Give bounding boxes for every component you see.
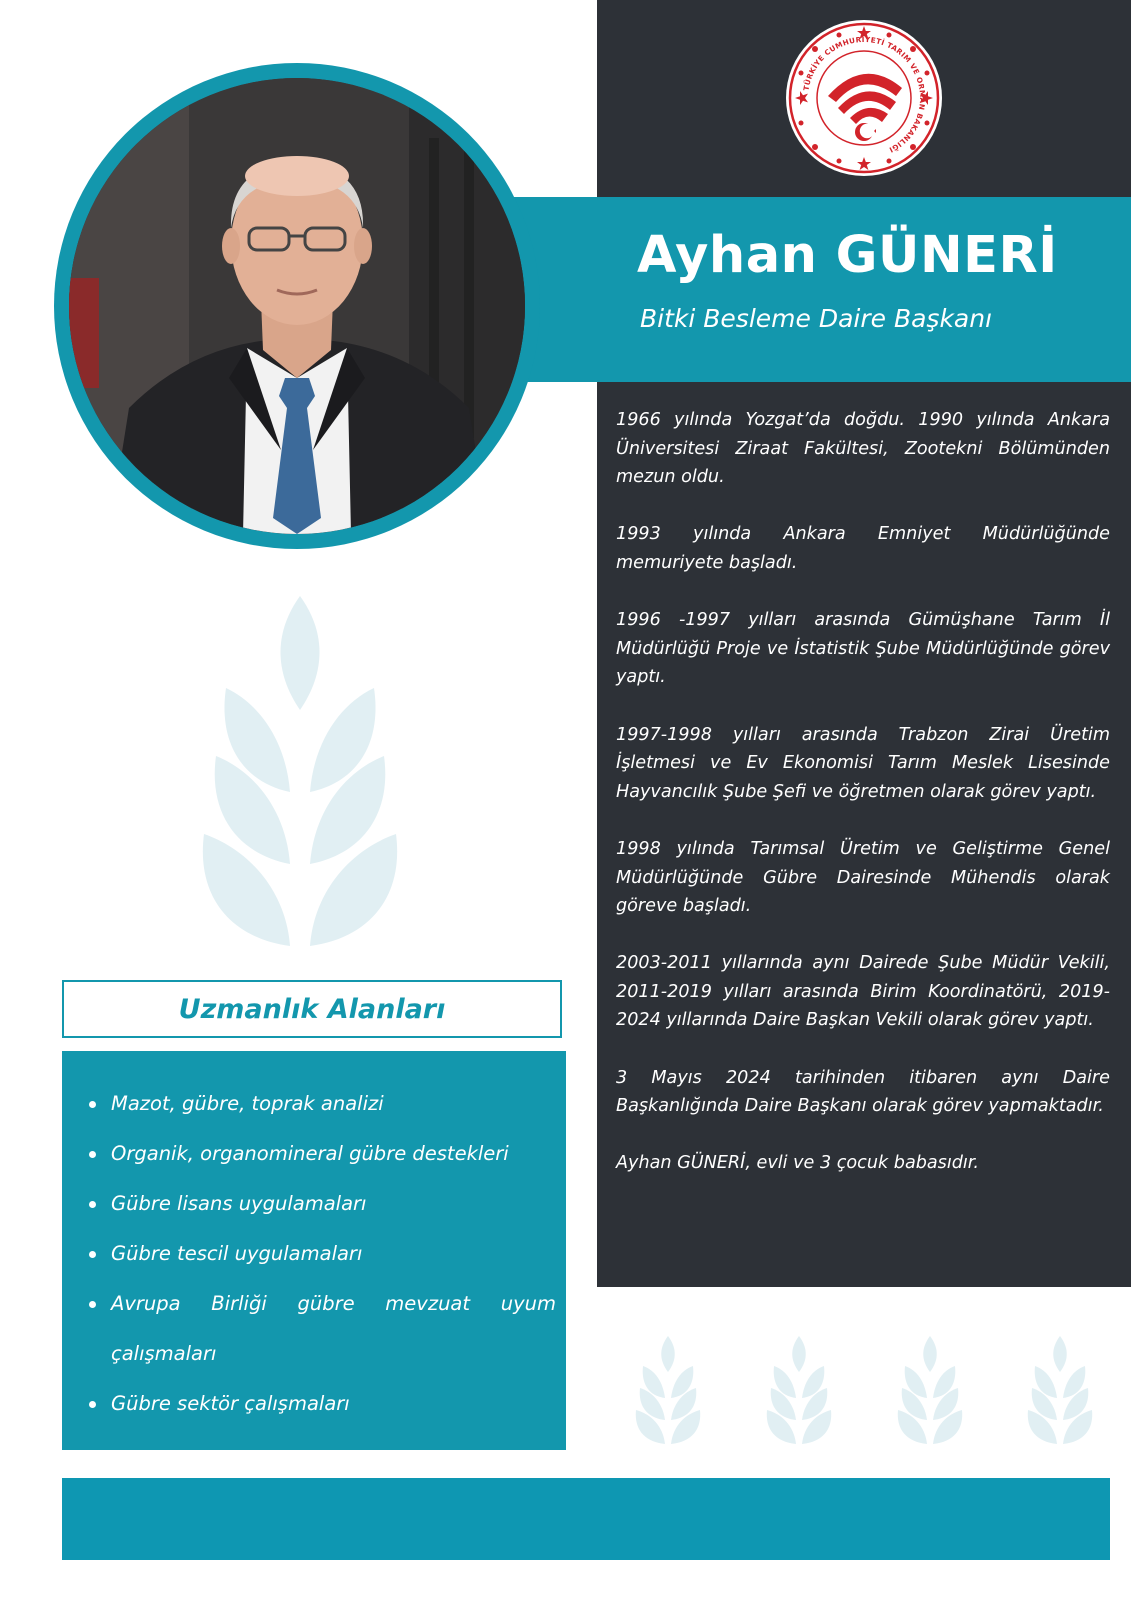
- footer-bar: [62, 1478, 1110, 1560]
- expertise-list-panel: [62, 1051, 566, 1450]
- wheat-icon: [633, 1334, 703, 1446]
- wheat-icon: [190, 592, 410, 952]
- person-title: Bitki Besleme Daire Başkanı: [640, 304, 993, 333]
- wheat-icon: [1025, 1334, 1095, 1446]
- biography-section: [616, 406, 1110, 1207]
- bio-paragraph: Ayhan GÜNERİ, evli ve 3 çocuk babasıdır.: [616, 1153, 979, 1174]
- list-item: Gübre tescil uygulamaları: [111, 1229, 556, 1279]
- wheat-icon: [895, 1334, 965, 1446]
- expertise-list: [62, 1051, 566, 1429]
- bio-paragraph: 1993 yılında Ankara Emniyet Müdürlüğünde memuriyete başladı.: [616, 524, 1110, 573]
- bio-paragraph: 3 Mayıs 2024 tarihinden itibaren aynı Daire Başkanlığında Daire Başkanı olarak görev yapmaktadır.: [616, 1067, 1110, 1117]
- list-item: Avrupa Birliği gübre mevzuat uyum çalışmaları: [111, 1279, 556, 1379]
- bio-paragraph: 1998 yılında Tarımsal Üretim ve Geliştirme Genel Müdürlüğünde Gübre Dairesinde Mühendis olarak göreve başladı.: [616, 838, 1110, 917]
- name-banner: [470, 197, 1131, 382]
- list-item: Mazot, gübre, toprak analizi: [111, 1079, 556, 1129]
- bio-paragraph: 1966 yılında Yozgat’da doğdu. 1990 yılında Ankara Üniversitesi Ziraat Fakültesi, Zootekni Bölümünden mezun oldu.: [616, 410, 1110, 488]
- bio-paragraph: 1997-1998 yılları arasında Trabzon Zirai Üretim İşletmesi ve Ev Ekonomisi Tarım Meslek Lisesinde Hayvancılık Şube Şefi ve öğretmen olarak görev yaptı.: [616, 724, 1110, 802]
- list-item: Gübre lisans uygulamaları: [111, 1179, 556, 1229]
- portrait-photo: [69, 78, 525, 534]
- bio-paragraph: 1996 -1997 yılları arasında Gümüşhane Tarım İl Müdürlüğü Proje ve İstatistik Şube Müdürlüğünde görev yaptı.: [616, 610, 1110, 688]
- bio-paragraph: 2003-2011 yıllarında aynı Dairede Şube Müdür Vekili, 2011-2019 yılları arasında Birim Koordinatörü, 2019-2024 yıllarında Daire Başkan Vekili olarak görev yaptı.: [616, 953, 1110, 1031]
- person-name: Ayhan GÜNERİ: [637, 226, 1058, 285]
- svg-text:TÜRKİYE CUMHURİYETİ TARIM VE O: TÜRKİYE CUMHURİYETİ TARIM VE ORMAN BAKANLIĞI: [801, 34, 928, 155]
- ministry-logo: [784, 18, 944, 178]
- wheat-icon: [764, 1334, 834, 1446]
- list-item: Organik, organomineral gübre destekleri: [111, 1129, 556, 1179]
- list-item: Gübre sektör çalışmaları: [111, 1379, 556, 1429]
- expertise-heading: Uzmanlık Alanları: [62, 980, 562, 1038]
